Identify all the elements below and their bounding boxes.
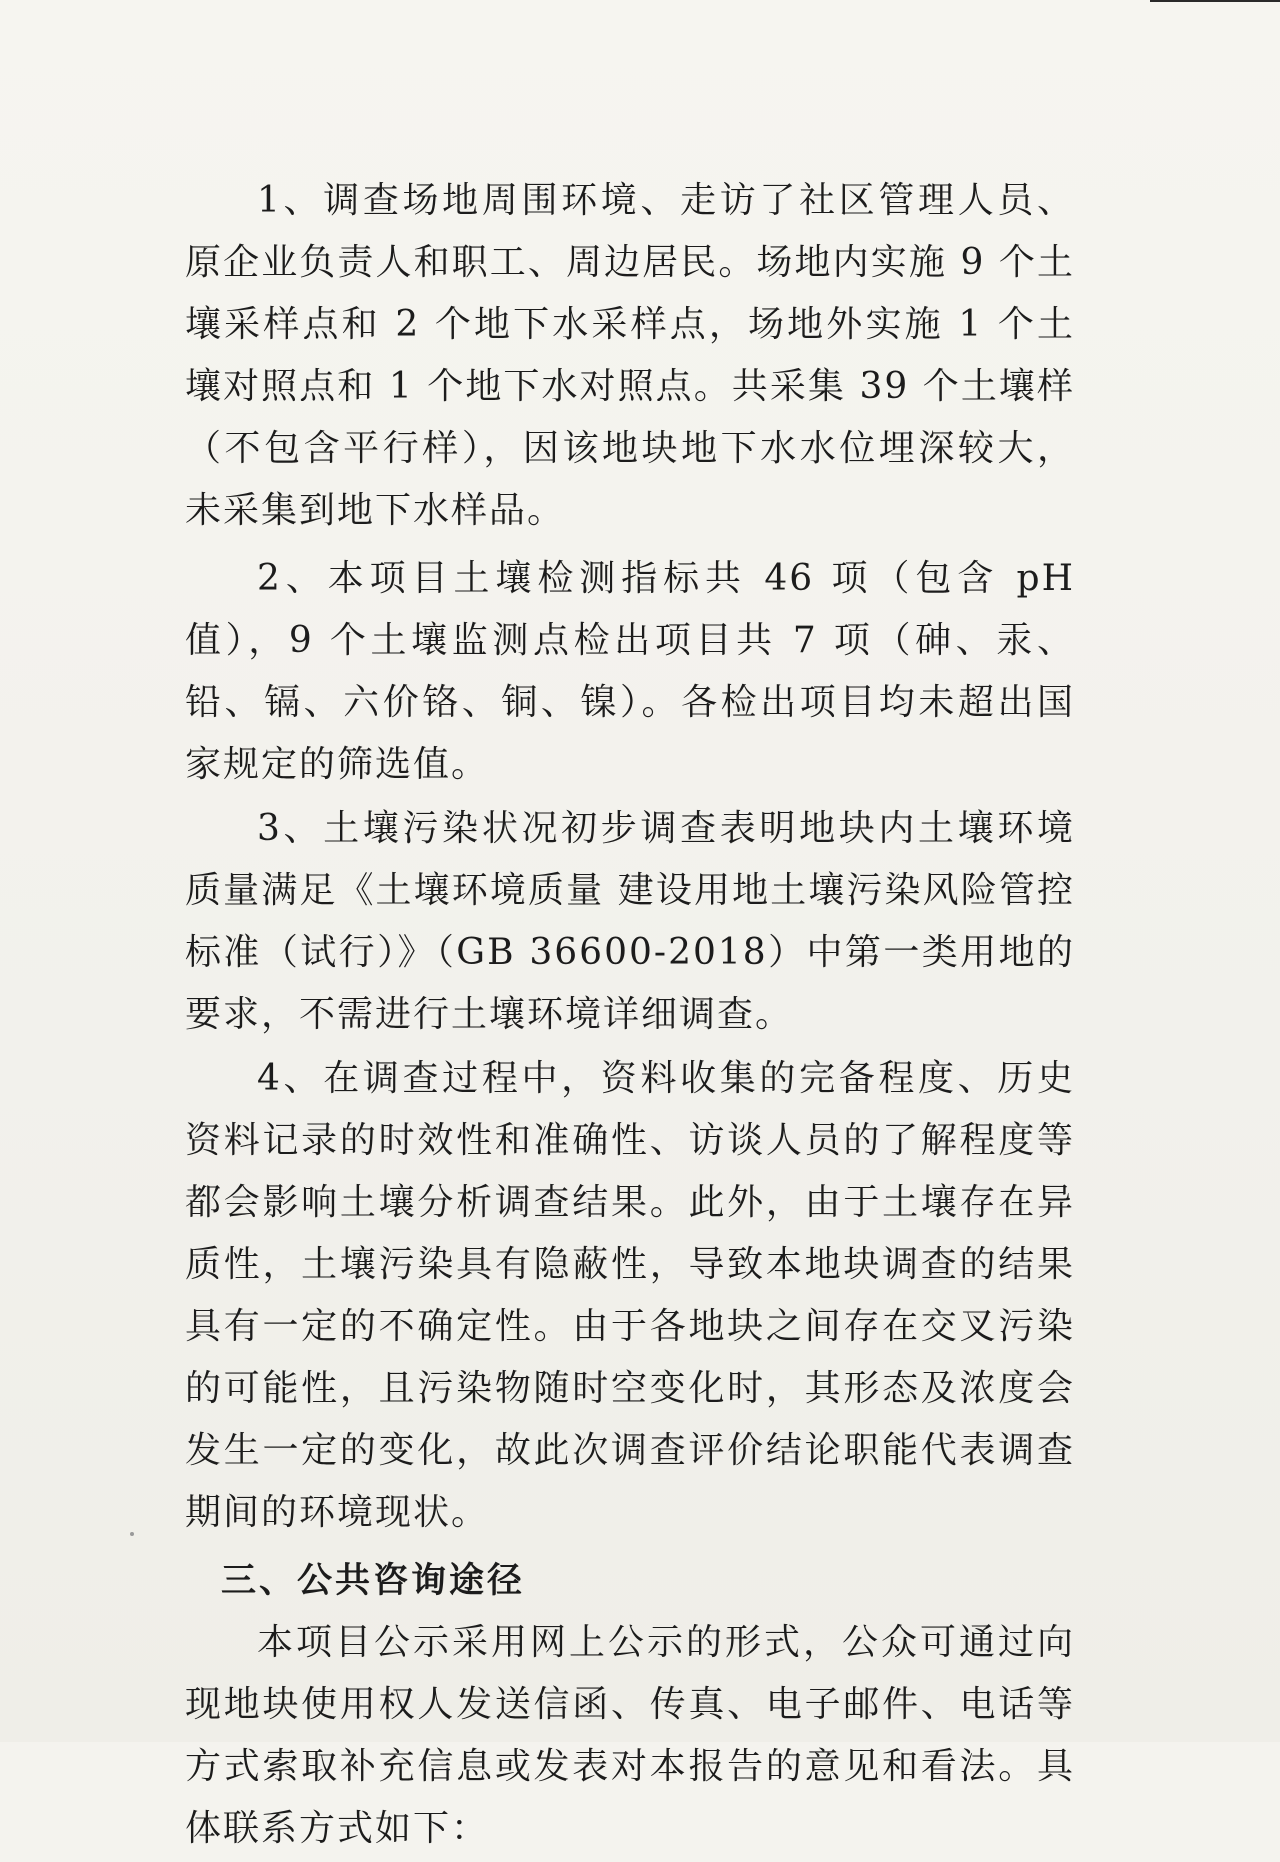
scan-speck [130, 1532, 134, 1536]
finding-paragraph-4: 4、在调查过程中，资料收集的完备程度、历史资料记录的时效性和准确性、访谈人员的了解程度等都会影响土壤分析调查结果。此外，由于土壤存在异质性，土壤污染具有隐蔽性，导致本地块调查的结果具有一定的不确定性。由于各地块之间存在交叉污染的可能性，且污染物随时空变化时，其形态及浓度会发生一定的变化，故此次调查评价结论职能代表调查期间的环境现状。 [185, 1058, 1075, 1533]
section-heading: 三、公共咨询途径 [221, 1561, 526, 1601]
finding-paragraph-2: 2、本项目土壤检测指标共 46 项（包含 pH 值），9 个土壤监测点检出项目共 7 项（砷、汞、铅、镉、六价铬、铜、镍）。各检出项目均未超出国家规定的筛选值。 [185, 558, 1075, 785]
page-edge-line [1150, 0, 1280, 8]
finding-paragraph-1: 1、调查场地周围环境、走访了社区管理人员、原企业负责人和职工、周边居民。场地内实施 9 个土壤采样点和 2 个地下水采样点，场地外实施 1 个土壤对照点和 1 个地下水对照点。共采集 39 个土壤样（不包含平行样），因该地块地下水水位埋深较大，未采集到地下水样品。 [185, 180, 1075, 531]
finding-paragraph-3: 3、土壤污染状况初步调查表明地块内土壤环境质量满足《土壤环境质量 建设用地土壤污染风险管控标准（试行）》（GB 36600-2018）中第一类用地的要求，不需进行土壤环境详细调查。 [185, 808, 1075, 1035]
document-body [185, 170, 1075, 1862]
section-paragraph: 本项目公示采用网上公示的形式，公众可通过向现地块使用权人发送信函、传真、电子邮件、电话等方式索取补充信息或发表对本报告的意见和看法。具体联系方式如下： [185, 1622, 1075, 1849]
